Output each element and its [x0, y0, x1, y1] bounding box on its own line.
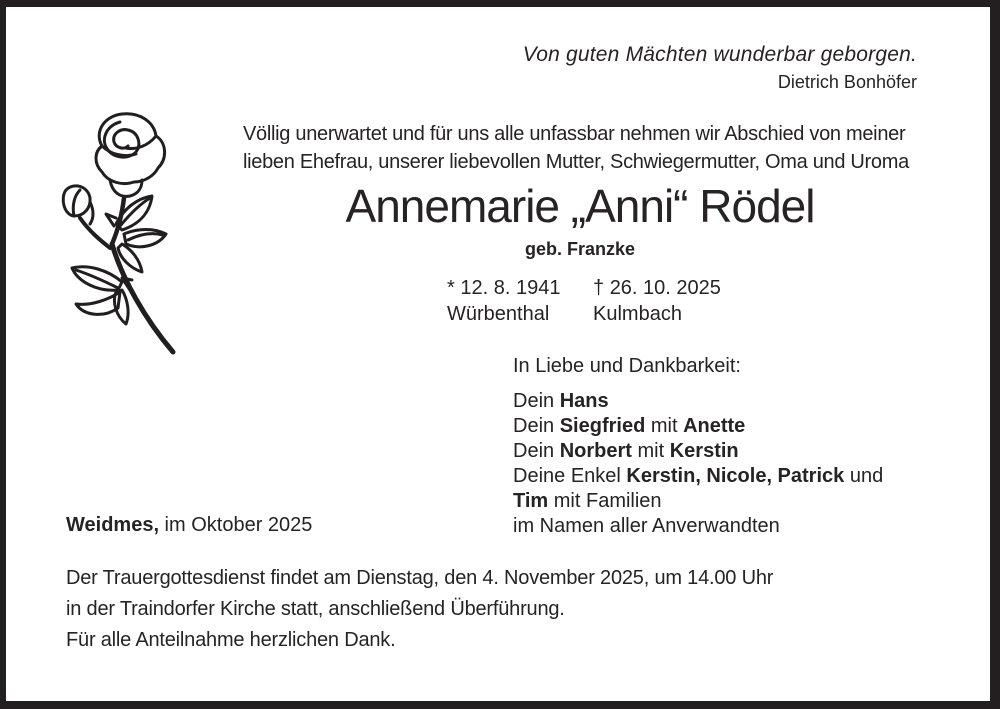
epigraph-quote: Von guten Mächten wunderbar geborgen.: [522, 43, 917, 66]
service-notice-line-3: Für alle Anteilnahme herzlichen Dank.: [66, 629, 396, 651]
epigraph-author: Dietrich Bonhöfer: [777, 72, 917, 92]
birth-date: 12. 8. 1941: [460, 277, 561, 299]
deceased-name: Annemarie „Anni“ Rödel: [345, 180, 815, 232]
maiden-name: geb. Franzke: [524, 239, 636, 259]
mourner-line: Deine Enkel Kerstin, Nicole, Patrick und: [513, 465, 884, 487]
intro-line-2: lieben Ehefrau, unserer liebevollen Mutter, Schwiegermutter, Oma und Uroma: [243, 151, 909, 173]
mourners-list: [513, 389, 883, 539]
place-name: Weidmes,: [66, 514, 159, 536]
death-place: Kulmbach: [593, 303, 682, 325]
place-and-date: [66, 514, 312, 537]
mourner-line: Dein Siegfried mit Anette: [513, 415, 746, 437]
death-date-block: [593, 275, 721, 327]
mourner-line: Dein Hans: [513, 390, 609, 412]
tribute-heading: In Liebe und Dankbarkeit:: [513, 355, 741, 377]
rose-icon: [36, 102, 211, 370]
mourner-line: Tim mit Familien: [513, 490, 662, 512]
death-date: 26. 10. 2025: [609, 277, 721, 299]
service-notice-line-2: in der Traindorfer Kirche statt, anschließend Überführung.: [66, 598, 565, 620]
birth-symbol: *: [447, 277, 455, 299]
epigraph: [523, 43, 917, 93]
mourner-line: im Namen aller Anverwandten: [513, 515, 780, 537]
birth-date-line: [447, 275, 560, 301]
date-text: im Oktober 2025: [159, 514, 313, 536]
death-date-line: [593, 275, 721, 301]
mourner-line: Dein Norbert mit Kerstin: [513, 440, 739, 462]
birth-date-block: [447, 275, 560, 327]
service-notice: [66, 563, 773, 656]
service-notice-line-1: Der Trauergottesdienst findet am Dienstag, den 4. November 2025, um 14.00 Uhr: [66, 567, 774, 589]
birth-place: Würbenthal: [447, 303, 550, 325]
death-symbol: †: [593, 277, 605, 299]
intro-paragraph: [243, 120, 909, 176]
intro-line-1: Völlig unerwartet und für uns alle unfassbar nehmen wir Abschied von meiner: [243, 123, 906, 145]
